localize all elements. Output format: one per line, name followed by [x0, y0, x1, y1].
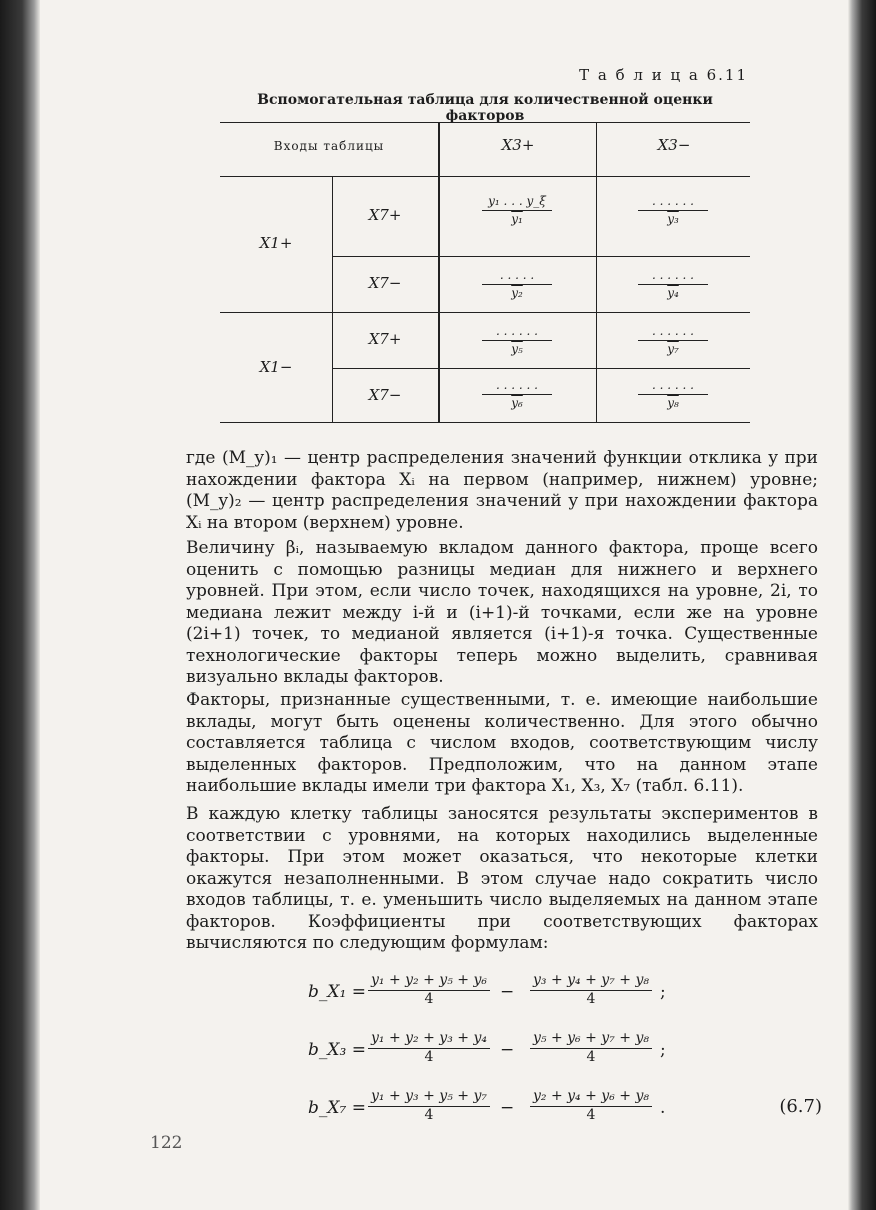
cell-values: . . . . . . [482, 378, 552, 395]
formula-lhs: b_X₃ = [308, 1040, 366, 1060]
sub-row-label: X7− [368, 274, 402, 292]
cell-mean: y₄ [667, 286, 679, 300]
cell-mean: y₈ [667, 396, 679, 410]
formula-fraction [530, 1088, 652, 1123]
table-col-rule [438, 122, 440, 422]
paragraph-text: Факторы, признанные существенными, т. е. имеющие наибольшие вклады, могут быть оценены количественно. Для этого обычно составляется таблица с числом входов, соответствующим числу выделенных факторов. Предположим, что на данном этапе наибольшие вклады имели три фактора X₁, X₃, X₇ (табл. 6.11). [186, 690, 818, 796]
formula-numerator: y₃ + y₄ + y₇ + y₈ [530, 972, 652, 991]
cell-mean: y₆ [511, 396, 523, 410]
formula-numerator: y₅ + y₆ + y₇ + y₈ [530, 1030, 652, 1049]
table-header-rule [220, 176, 750, 177]
table-caption: Т а б л и ц а 6.11 [579, 66, 748, 84]
formula-lhs: b_X₁ = [308, 982, 366, 1002]
minus-sign: − [500, 1040, 515, 1060]
formula-fraction [530, 1030, 652, 1065]
formula-denominator: 4 [424, 1049, 434, 1065]
minus-sign: − [500, 1098, 515, 1118]
table-group-rule [220, 312, 750, 313]
cell-values: . . . . . . [638, 378, 708, 395]
cell-values: . . . . . . [638, 268, 708, 285]
formula-end-mark: ; [660, 1040, 666, 1060]
table-cell [482, 378, 552, 410]
table-row-rule [332, 256, 750, 257]
sub-row-label: X7− [368, 386, 402, 404]
formula-numerator: y₁ + y₂ + y₃ + y₄ [368, 1030, 490, 1049]
formula-fraction [368, 972, 490, 1007]
formula-fraction [368, 1088, 490, 1123]
paragraph-contribution [186, 538, 818, 689]
factor-table [220, 122, 750, 422]
cell-mean: y₅ [511, 342, 523, 356]
table-header-x3-minus: X3− [657, 136, 691, 154]
table-cell [638, 324, 708, 356]
right-page-edge-shadow [848, 0, 876, 1210]
formula-numerator: y₁ + y₂ + y₅ + y₆ [368, 972, 490, 991]
formula-lhs: b_X₇ = [308, 1098, 366, 1118]
cell-mean: y₁ [511, 212, 523, 226]
formula-denominator: 4 [586, 1049, 596, 1065]
table-cell [638, 378, 708, 410]
table-cell [482, 268, 552, 300]
table-header-inputs: Входы таблицы [273, 139, 385, 153]
formula-denominator: 4 [586, 991, 596, 1007]
table-col-rule [596, 122, 597, 422]
sub-row-label: X7+ [368, 330, 402, 348]
table-bottom-rule [220, 422, 750, 423]
formula-end-mark: ; [660, 982, 666, 1002]
cell-mean: y₃ [667, 212, 679, 226]
formula-end-mark: . [660, 1098, 666, 1118]
cell-values: . . . . . . [638, 324, 708, 341]
cell-values: . . . . . [482, 268, 552, 285]
cell-values: y₁ . . . y_ξ [482, 194, 552, 211]
cell-values: . . . . . . [482, 324, 552, 341]
formula-numerator: y₁ + y₃ + y₅ + y₇ [368, 1088, 490, 1107]
row-group-x1-minus: X1− [259, 358, 293, 376]
minus-sign: − [500, 982, 515, 1002]
table-cell [482, 324, 552, 356]
table-header-x3-plus: X3+ [501, 136, 535, 154]
paragraph-text: Величину βᵢ, называемую вкладом данного фактора, проще всего оценить с помощью разницы медиан для нижнего и верхнего уровней. При этом, если число точек, находящихся на уровне, 2i, то медиана лежит между i-й и (i+1)-й точками, если же на уровне (2i+1) точек, то медианой является (i+1)-я точка. Существенные технологические факторы теперь можно выделить, сравнивая визуально вклады факторов. [186, 538, 818, 687]
sub-row-label: X7+ [368, 206, 402, 224]
table-cell [638, 194, 708, 226]
formula-fraction [530, 972, 652, 1007]
table-top-rule [220, 122, 750, 123]
formula-fraction [368, 1030, 490, 1065]
formula-denominator: 4 [424, 991, 434, 1007]
equation-number: (6.7) [779, 1096, 822, 1117]
left-page-edge-shadow [0, 0, 40, 1210]
formula-denominator: 4 [586, 1107, 596, 1123]
table-cell [638, 268, 708, 300]
page-number: 122 [150, 1133, 183, 1153]
cell-mean: y₇ [667, 342, 679, 356]
paragraph-definition [186, 448, 818, 534]
table-row-rule [332, 368, 750, 369]
cell-mean: y₂ [511, 286, 523, 300]
cell-values: . . . . . . [638, 194, 708, 211]
row-group-x1-plus: X1+ [259, 234, 293, 252]
table-cell [482, 194, 552, 226]
table-title: Вспомогательная таблица для количественной оценки факторов [257, 92, 713, 124]
paragraph-factors [186, 690, 818, 798]
paragraph-text: где (M_y)₁ — центр распределения значений функции отклика y при нахождении фактора Xᵢ на первом (например, нижнем) уровне; (M_y)₂ — центр распределения значений y при нахождении фактора Xᵢ на втором (верхнем) уровне. [186, 448, 818, 533]
paragraph-text: В каждую клетку таблицы заносятся результаты экспериментов в соответствии с уровнями, на которых находились выделенные факторы. При этом может оказаться, что некоторые клетки окажутся незаполненными. В этом случае надо сократить число входов таблицы, т. е. уменьшить число выделяемых на данном этапе факторов. Коэффициенты при соответствующих факторах вычисляются по следующим формулам: [186, 804, 818, 953]
formula-denominator: 4 [424, 1107, 434, 1123]
paragraph-table-fill [186, 804, 818, 955]
formula-numerator: y₂ + y₄ + y₆ + y₈ [530, 1088, 652, 1107]
